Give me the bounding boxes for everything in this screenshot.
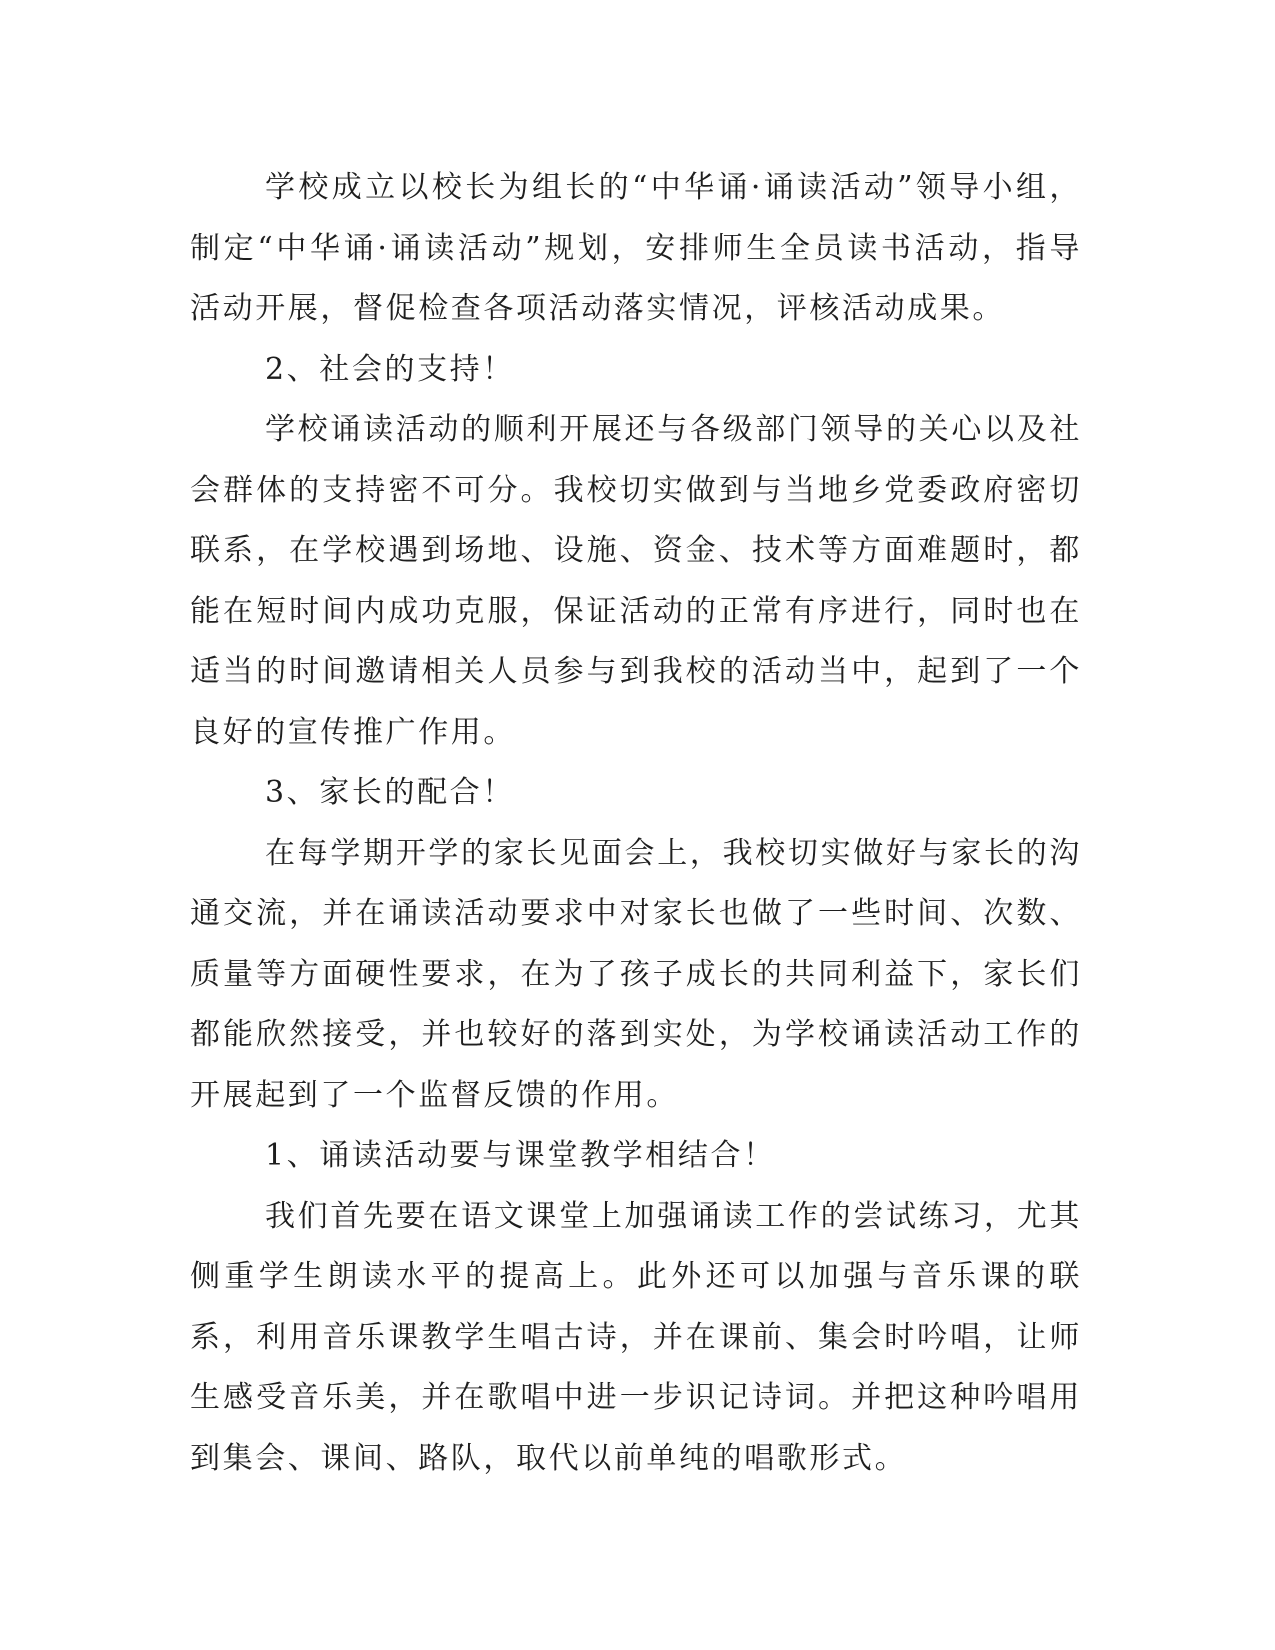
- document-body: [190, 158, 1082, 1489]
- paragraph-leadership-group: 学校成立以校长为组长的“中华诵·诵读活动”领导小组，制定“中华诵·诵读活动”规划，安排师生全员读书活动，指导活动开展，督促检查各项活动落实情况，评核活动成果。: [190, 170, 1082, 326]
- heading-parent-cooperation: 3、家长的配合！: [265, 775, 515, 810]
- heading-social-support: 2、社会的支持！: [265, 351, 515, 387]
- paragraph-social-support: 学校诵读活动的顺利开展还与各级部门领导的关心以及社会群体的支持密不可分。我校切实做到与当地乡党委政府密切联系，在学校遇到场地、设施、资金、技术等方面难题时，都能在短时间内成功克服，保证活动的正常有序进行，同时也在适当的时间邀请相关人员参与到我校的活动当中，起到了一个良好的宣传推广作用。: [190, 412, 1082, 750]
- paragraph-parent-cooperation: 在每学期开学的家长见面会上，我校切实做好与家长的沟通交流，并在诵读活动要求中对家长也做了一些时间、次数、质量等方面硬性要求，在为了孩子成长的共同利益下，家长们都能欣然接受，并也较好的落到实处，为学校诵读活动工作的开展起到了一个监督反馈的作用。: [190, 835, 1082, 1113]
- heading-classroom-integration: 1、诵读活动要与课堂教学相结合！: [265, 1138, 776, 1173]
- paragraph-classroom-integration: 我们首先要在语文课堂上加强诵读工作的尝试练习，尤其侧重学生朗读水平的提高上。此外还可以加强与音乐课的联系，利用音乐课教学生唱古诗，并在课前、集会时吟唱，让师生感受音乐美，并在歌唱中进一步识记诗词。并把这种吟唱用到集会、课间、路队，取代以前单纯的唱歌形式。: [190, 1198, 1082, 1476]
